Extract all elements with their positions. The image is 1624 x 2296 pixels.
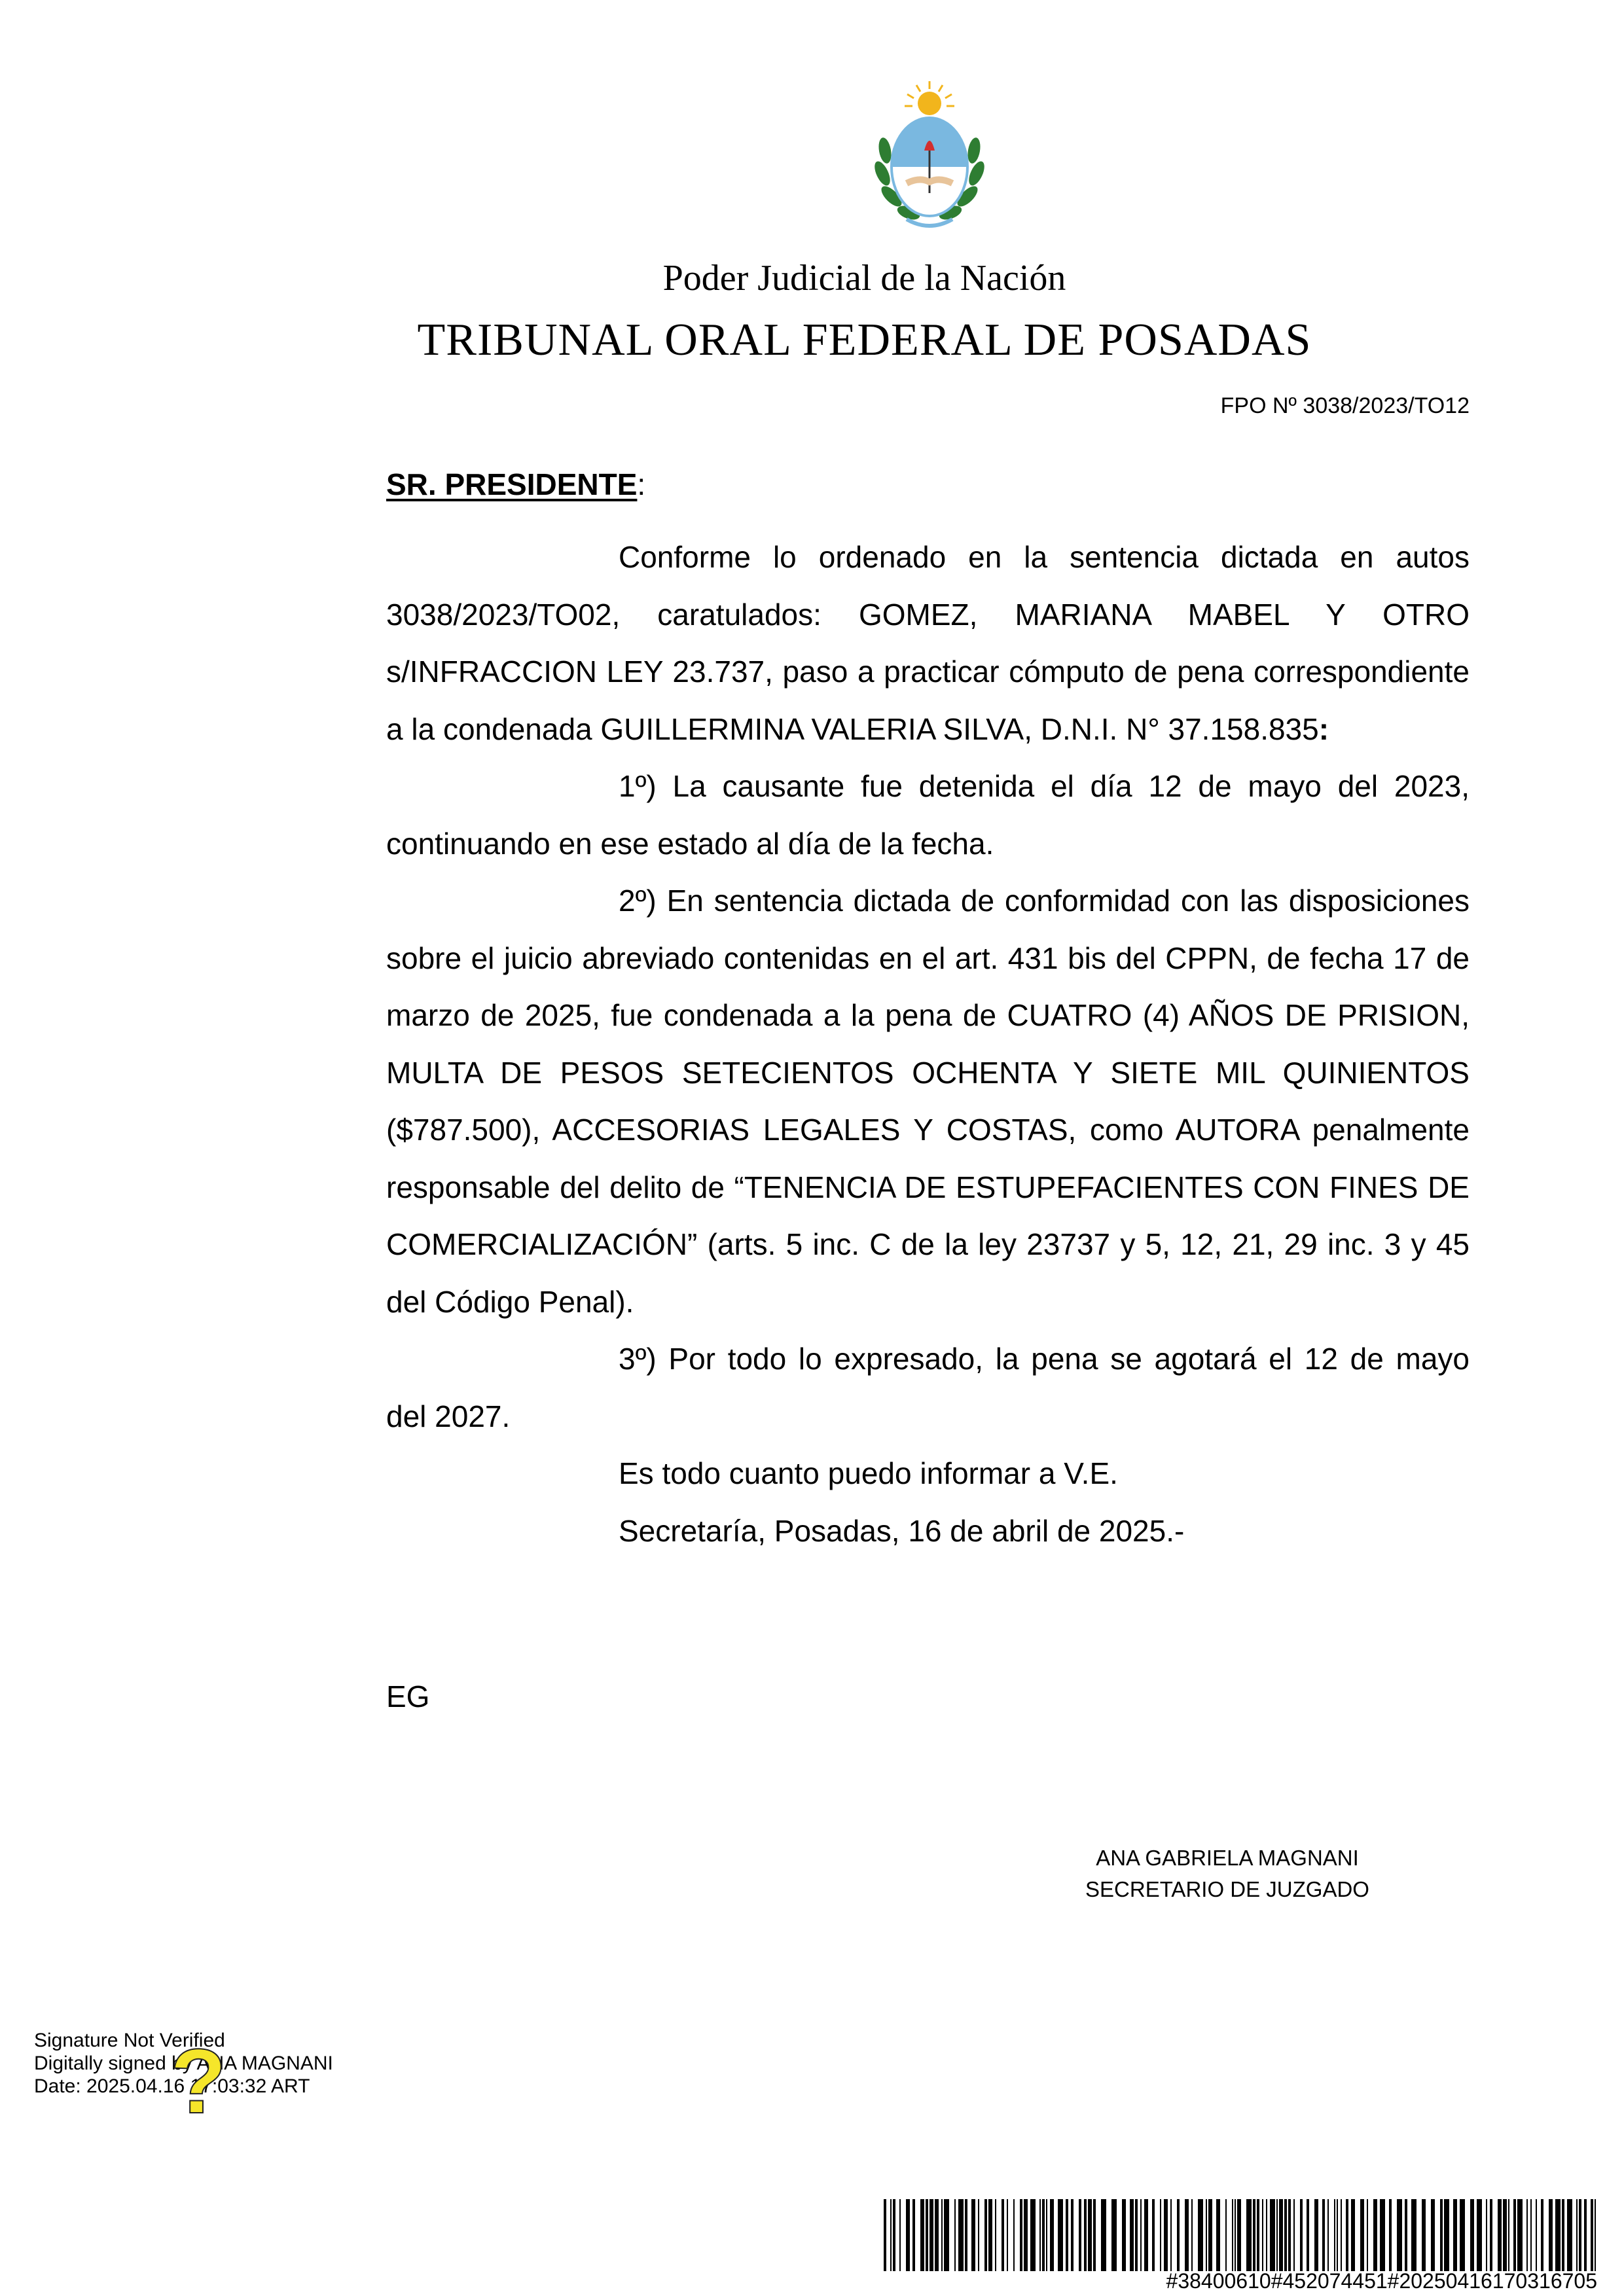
paragraph-point-2-text: 2º) En sentencia dictada de conformidad con las disposiciones sobre el juicio abreviado contenidas en el art. 431 bis del CPPN, de fecha 17 de marzo de 2025, fue condenada a la pena de CUATRO (4) AÑOS DE PRISION, MULTA DE PESOS SETECIENTOS OCHENTA Y SIETE MIL QUINIENTOS ($787.500), ACCESORIAS LEGALES Y COSTAS, como AUTORA penalmente responsable del delito de “TENENCIA DE ESTUPEFACIENTES CON FINES DE COMERCIALIZACIÓN” (arts. 5 inc. C de la ley 23737 y 5, 12, 21, 29 inc. 3 y 45 del Código Penal).	[386, 884, 1470, 1319]
signature-date: Date: 2025.04.16 17:03:32 ART	[34, 2075, 310, 2097]
barcode-image	[884, 2199, 1597, 2271]
court-name: TRIBUNAL ORAL FEDERAL DE POSADAS	[417, 315, 1312, 365]
signer-name: ANA GABRIELA MAGNANI	[1096, 1846, 1359, 1870]
document-body	[386, 529, 1470, 1560]
case-number: FPO Nº 3038/2023/TO12	[1220, 393, 1470, 418]
paragraph-place-date: Secretaría, Posadas, 16 de abril de 2025.-	[619, 1513, 1185, 1548]
author-initials: EG	[386, 1679, 430, 1713]
salutation-label: SR. PRESIDENTE	[386, 467, 638, 501]
paragraph-point-1-text: 1º) La causante fue detenida el día 12 de mayo del 2023, continuando en ese estado al día de la fecha.	[386, 769, 1470, 861]
paragraph-point-2	[386, 872, 1470, 1331]
salutation	[386, 465, 645, 504]
coat-of-arms-emblem	[871, 79, 988, 236]
question-mark-icon	[169, 2036, 228, 2127]
sun-icon	[905, 81, 954, 115]
institution-name: Poder Judicial de la Nación	[662, 258, 1066, 298]
paragraph-intro-text: Conforme lo ordenado en la sentencia dictada en autos 3038/2023/TO02, caratulados: GOMEZ, MARIANA MABEL Y OTRO s/INFRACCION LEY 23.737, paso a practicar cómputo de pena correspondiente a la condenada GUILLERMINA VALERIA SILVA, D.N.I. N° 37.158.835	[386, 540, 1470, 746]
paragraph-intro-colon: :	[1318, 711, 1329, 746]
signer-title: SECRETARIO DE JUZGADO	[1085, 1877, 1369, 1901]
paragraph-point-3-text: 3º) Por todo lo expresado, la pena se agotará el 12 de mayo del 2027.	[386, 1342, 1470, 1433]
signature-signer: Digitally signed by ANA MAGNANI	[34, 2053, 333, 2074]
paragraph-point-1	[386, 758, 1470, 872]
paragraph-closing: Es todo cuanto puedo informar a V.E.	[619, 1456, 1118, 1490]
paragraph-point-3	[386, 1331, 1470, 1445]
svg-text:?: ?	[170, 2036, 226, 2127]
barcode-text: #38400610#452074451#20250416170316705	[1166, 2269, 1597, 2293]
signature-status: Signature Not Verified	[34, 2030, 225, 2051]
paragraph-intro	[386, 529, 1470, 758]
salutation-suffix: :	[637, 467, 646, 501]
signature-block	[1074, 1842, 1381, 1905]
